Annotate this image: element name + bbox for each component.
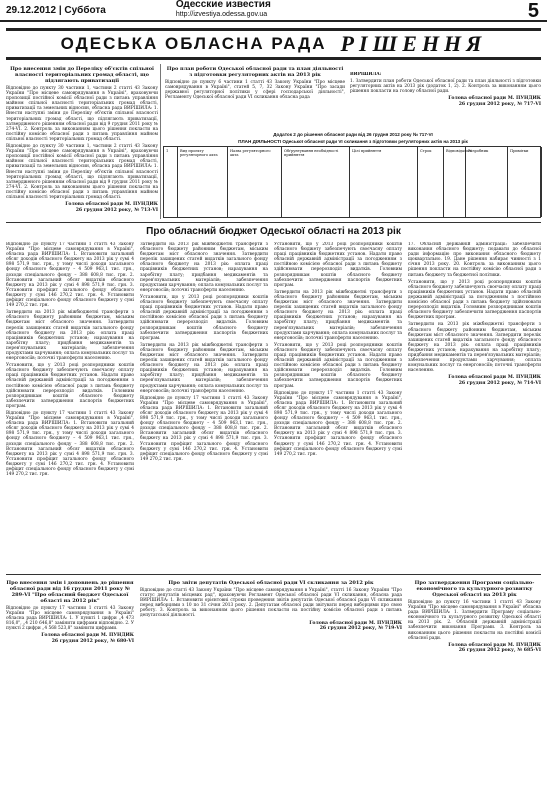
budget-col4-text-c: Затвердити на 2013 рік міжбюджетні трансферти з обласного бюджету районним бюджетам, міським бюджетам міст обласного значення. Затвердити перелік захищених статей видатків загального фонду обласного бюджету на 2013 рік: оплата праці працівників бюджетних установ; нарахування на заробітну плату; придбання медикаментів та перев'язувальних матеріалів; забезпечення продуктами харчування; оплата комунальних послуг та енергоносіїв; поточні трансферти населенню. — [408, 322, 541, 374]
article-plan-decided: ВИРІШИЛА: — [350, 72, 382, 77]
article-budget-2012 — [6, 578, 134, 796]
article-budget-2012-ref: 26 грудня 2012 року, № 680-VI — [51, 639, 134, 645]
article-privatization-signature: Голова обласної ради М. ПУНДИК — [65, 202, 158, 208]
budget-col2-text-d: Відповідно до пункту 17 частини 1 статті 43 Закону України "Про місцеве самоврядування в Україні", обласна рада ВИРІШИЛА: 1. Встановити загальний обсяг доходів обласного бюджету на 2013 рік у сумі 4 898 571,9 тис. грн., у тому числі доходи загального фонду обласного бюджету – 4 509 963,1 тис. грн., доходи спеціального фонду – 388 608,8 тис. грн. 2. Встановити загальний обсяг видатків обласного бюджету на 2013 рік у сумі 4 898 571,9 тис. грн. 3. Установити профіцит загального фонду обласного бюджету у сумі 146 270,2 тис. грн. 4. Установити дефіцит спеціального фонду обласного бюджету у сумі 149 270,2 тис. грн. — [140, 395, 268, 462]
article-plan-body: Відповідно до пункту 6 частини 1 статті 43 Закону України "Про місцеве самоврядування в Україні", статей 5, 7, 32 Закону України "Про засади державної регуляторної політики у сфері господарської діяльності", Регламенту Одеської обласної ради VI скликання обласна рада — [165, 80, 345, 101]
budget-col3-text-b: Затвердити на 2013 рік міжбюджетні трансферти з обласного бюджету районним бюджетам, міським бюджетам міст обласного значення. Затвердити перелік захищених статей видатків загального фонду обласного бюджету на 2013 рік: оплата праці працівників бюджетних установ; нарахування на заробітну плату; придбання медикаментів та перев'язувальних матеріалів; забезпечення продуктами харчування; оплата комунальних послуг та енергоносіїв; поточні трансферти населенню. — [274, 289, 402, 341]
article-deputy-reports-signature: Голова обласної ради М. ПУНДИК — [309, 620, 402, 626]
section-rule — [6, 222, 541, 223]
article-program-2013-signature: Голова обласної ради М. ПУНДИК — [448, 642, 541, 648]
article-budget-2012-title: Про внесення змін і доповнень до рішення обласної ради від 16 грудня 2011 року № 289-VI "Про обласний бюджет Одеської області на 2012 рік" — [6, 580, 134, 604]
section-banner — [6, 28, 541, 60]
banner-decisions: РІШЕННЯ — [340, 31, 487, 56]
table-cell: Відповідальні — [444, 147, 466, 217]
budget-col-1 — [6, 242, 134, 570]
table-cell: Назва регуляторного акта — [228, 147, 282, 217]
annex-label: Додаток 2 до рішення обласної ради від 26 грудня 2012 року № 717-VI — [273, 132, 433, 137]
budget-body: Відповідно до пункту 17 частини 1 статті 43 Закону України "Про місцеве самоврядування в Україні", обласна рада ВИРІШИЛА: 1. Встановити загальний обсяг доходів обласного бюджету на 2013 рік у сумі 4 898 571,9 тис. грн., у тому числі доходи загального фонду обласного бюджету – 4 509 963,1 тис. грн., доходи спеціального фонду – 388 608,8 тис. грн. 2. Встановити загальний обсяг видатків обласного бюджету на 2013 рік у сумі 4 898 571,9 тис. грн. 3. Установити профіцит загального фонду обласного бюджету у сумі 146 270,2 тис. грн. 4. Установити дефіцит спеціального фонду обласного бюджету у сумі 149 270,2 тис. грн. — [6, 242, 134, 309]
budget-title: Про обласний бюджет Одеської області на 2013 рік — [146, 226, 401, 237]
article-deputy-reports — [140, 578, 402, 796]
budget-col-4 — [408, 242, 541, 570]
article-privatization-body: Відповідно до пункту 30 частини 1, частини 2 статті 43 Закону України "Про місцеве самоврядування в Україні", враховуючи пропозиції постійної комісії обласної ради з питань управління майном спільної власності територіальних громад області, приватизації та земельних відносин, обласна рада ВИРІШИЛА: 1. Внести наступні зміни до Переліку об'єктів спільної власності територіальних громад області, що підлягають приватизації, затвердженого рішенням обласної ради від 9 грудня 2011 року № 274-VI. 2. Контроль за виконанням цього рішення покласти на постійну комісію обласної ради з питань управління майном спільної власності територіальних громад області. — [6, 86, 158, 142]
article-plan-title: Про план роботи Одеської обласної ради та план діяльності з підготовки регуляторних актів на 2013 рік — [166, 66, 344, 78]
article-program-2013-body: Відповідно до пункту 16 частини 1 статті 43 Закону України "Про місцеве самоврядування в Україні" обласна рада ВИРІШИЛА: 1. Затвердити Програму соціально-економічного та культурного розвитку Одеської області на 2013 рік. 2. Обласній державній адміністрації забезпечити виконання Програми. 3. Контроль за виконанням цього рішення покласти на постійні комісії обласної ради. — [408, 600, 541, 641]
budget-col2-text-b: Установити, що у 2013 році розпорядники коштів обласного бюджету забезпечують своєчасну оплату праці працівників бюджетних установ. Надати право обласній державній адміністрації за погодженням з постійною комісією обласної ради з питань бюджету здійснювати перерозподіл видатків. Головним розпорядникам коштів обласного бюджету забезпечити затвердження паспортів бюджетних програм. — [140, 294, 268, 341]
article-plan-ref: 26 грудня 2012 року, № 717-VI — [458, 101, 541, 107]
budget-body-cont: Затвердити на 2013 рік міжбюджетні трансферти з обласного бюджету районним бюджетам, міським бюджетам міст обласного значення. Затвердити перелік захищених статей видатків загального фонду обласного бюджету на 2013 рік: оплата праці працівників бюджетних установ; нарахування на заробітну плату; придбання медикаментів та перев'язувальних матеріалів; забезпечення продуктами харчування; оплата комунальних послуг та енергоносіїв; поточні трансферти населенню. — [6, 310, 134, 362]
table-cell: Вид проекту регуляторного акта — [178, 147, 228, 217]
budget-body-cont2: Установити, що у 2013 році розпорядники коштів обласного бюджету забезпечують своєчасну оплату праці працівників бюджетних установ. Надати право обласній державній адміністрації за погодженням з постійною комісією обласної ради з питань бюджету здійснювати перерозподіл видатків. Головним розпорядникам коштів обласного бюджету забезпечити затвердження паспортів бюджетних програм. — [6, 363, 134, 409]
column-divider — [160, 64, 161, 219]
table-cell: Обґрунтування необхідності прийняття — [282, 147, 350, 217]
article-privatization-title: Про внесення змін до Переліку об'єктів спільної власності територіальних громад області, що підлягають приватизації — [10, 66, 154, 84]
article-program-2013-ref: 26 грудня 2012 року, № 685-VI — [458, 648, 541, 654]
article-deputy-reports-ref: 26 грудня 2012 року, № 719-VI — [319, 626, 402, 632]
newspaper-name — [176, 0, 271, 20]
newspaper-url[interactable]: http://izvestiya.odessa.gov.ua — [175, 11, 268, 18]
article-plan-body-col — [165, 64, 345, 130]
annex-title: ПЛАН ДІЯЛЬНОСТІ Одеської обласної ради VI скликання з підготовки регуляторних актів на 2013 рік — [238, 139, 468, 144]
article-deputy-reports-body: Відповідно до статті 43 Закону України "Про місцеве самоврядування в Україні", статті 16 Закону України "Про статус депутатів місцевих рад", враховуючи Регламент Одеської обласної ради VI скликання, обласна рада ВИРІШИЛА: 1. Встановити орієнтовні строки проведення звітів депутатів Одеської обласної ради VI скликання перед виборцями з 10 по 31 січня 2013 року. 2. Депутатам обласної ради звітувати перед виборцями про свою роботу. 3. Контроль за виконанням цього рішення покласти на постійну комісію обласної ради з питань депутатської діяльності. — [140, 588, 402, 619]
article-program-2013-title: Про затвердження Програми соціально-економічного та культурного розвитку Одеської області на 2013 рік — [414, 580, 535, 598]
budget-col-2 — [140, 242, 268, 570]
budget-col2-text-c: Затвердити на 2013 рік міжбюджетні трансферти з обласного бюджету районним бюджетам, міським бюджетам міст обласного значення. Затвердити перелік захищених статей видатків загального фонду обласного бюджету на 2013 рік: оплата праці працівників бюджетних установ; нарахування на заробітну плату; придбання медикаментів та перев'язувальних матеріалів; забезпечення продуктами харчування; оплата комунальних послуг та енергоносіїв; поточні трансферти населенню. — [140, 342, 268, 394]
budget-signature: Голова обласної ради М. ПУНДИК — [448, 375, 541, 381]
table-cell: Строк — [418, 147, 444, 217]
page-number: 5 — [527, 0, 539, 22]
article-privatization-body-cont: Відповідно до пункту 30 частини 1, частини 2 статті 43 Закону України "Про місцеве самоврядування в Україні", враховуючи пропозиції постійної комісії обласної ради з питань управління майном спільної власності територіальних громад області, приватизації та земельних відносин, обласна рада ВИРІШИЛА: 1. Внести наступні зміни до Переліку об'єктів спільної власності територіальних громад області, що підлягають приватизації, затвердженого рішенням обласної ради від 9 грудня 2011 року № 274-VI. 2. Контроль за виконанням цього рішення покласти на постійну комісію обласної ради з питань управління майном спільної власності територіальних громад області. — [6, 144, 158, 200]
budget-col4-text-b: Установити, що у 2013 році розпорядники коштів обласного бюджету забезпечують своєчасну оплату праці працівників бюджетних установ. Надати право обласній державній адміністрації за погодженням з постійною комісією обласної ради з питань бюджету здійснювати перерозподіл видатків. Головним розпорядникам коштів обласного бюджету забезпечити затвердження паспортів бюджетних програм. — [408, 279, 541, 321]
article-privatization-ref: 26 грудня 2012 року, № 713-VI — [75, 207, 158, 213]
budget-col3-text: Установити, що у 2013 році розпорядники коштів обласного бюджету забезпечують своєчасну оплату праці працівників бюджетних установ. Надати право обласній державній адміністрації за погодженням з постійною комісією обласної ради з питань бюджету здійснювати перерозподіл видатків. Головним розпорядникам коштів обласного бюджету забезпечити затвердження паспортів бюджетних програм. — [274, 242, 402, 288]
article-deputy-reports-title: Про звіти депутатів Одеської обласної ради VI скликання за 2012 рік — [168, 580, 374, 586]
article-budget-2012-body: Відповідно до пункту 17 частини 1 статті 43 Закону України "Про місцеве самоврядування в Україні" обласна рада ВИРІШИЛА: 1. У пункті 1 цифри „4 473 816,0", „4 210 646,8" замінити цифрами відповідно. 2. У пункті 2 цифри „4 568 523,8" замінити цифрами. — [6, 606, 134, 632]
budget-ref: 26 грудня 2012 року, № 714-VI — [458, 380, 541, 386]
banner-org: ОДЕСЬКА ОБЛАСНА РАДА — [60, 34, 327, 53]
budget-col3-text-c: Установити, що у 2013 році розпорядники коштів обласного бюджету забезпечують своєчасну оплату праці працівників бюджетних установ. Надати право обласній державній адміністрації за погодженням з постійною комісією обласної ради з питань бюджету здійснювати перерозподіл видатків. Головним розпорядникам коштів обласного бюджету забезпечити затвердження паспортів бюджетних програм. — [274, 342, 402, 389]
article-program-2013 — [408, 578, 541, 796]
budget-col4-text: 17. Обласній державній адміністрації: забезпечити виконання обласного бюджету; подавати до обласної ради інформацію про виконання обласного бюджету щоквартально. 19. Дане рішення набирає чинності з 1 січня 2013 року. 20. Контроль за виконанням цього рішення покласти на постійну комісію обласної ради з питань бюджету та бюджетної політики. — [408, 242, 541, 278]
article-plan-decision-col — [350, 72, 541, 130]
regulatory-plan-table — [163, 146, 541, 218]
table-cell: Примітки — [508, 147, 542, 217]
article-plan-signature: Голова обласної ради М. ПУНДИК — [448, 96, 541, 102]
table-cell: Розробник — [466, 147, 508, 217]
budget-body-cont3: Відповідно до пункту 17 частини 1 статті 43 Закону України "Про місцеве самоврядування в Україні", обласна рада ВИРІШИЛА: 1. Встановити загальний обсяг доходів обласного бюджету на 2013 рік у сумі 4 898 571,9 тис. грн., у тому числі доходи загального фонду обласного бюджету – 4 509 963,1 тис. грн., доходи спеціального фонду – 388 608,8 тис. грн. 2. Встановити загальний обсяг видатків обласного бюджету на 2013 рік у сумі 4 898 571,9 тис. грн. 3. Установити профіцит загального фонду обласного бюджету у сумі 146 270,2 тис. грн. 4. Установити дефіцит спеціального фонду обласного бюджету у сумі 149 270,2 тис. грн. — [6, 411, 134, 478]
budget-col2-text: Затвердити на 2013 рік міжбюджетні трансферти з обласного бюджету районним бюджетам, міським бюджетам міст обласного значення. Затвердити перелік захищених статей видатків загального фонду обласного бюджету на 2013 рік: оплата праці працівників бюджетних установ; нарахування на заробітну плату; придбання медикаментів та перев'язувальних матеріалів; забезпечення продуктами харчування; оплата комунальних послуг та енергоносіїв; поточні трансферти населенню. — [140, 242, 268, 293]
issue-date: 29.12.2012 | Суббота — [6, 4, 106, 16]
table-cell: 1 — [164, 147, 178, 217]
budget-col-3 — [274, 242, 402, 570]
article-budget-2012-signature: Голова обласної ради М. ПУНДИК — [41, 633, 134, 639]
newspaper-title: Одесские известия — [175, 0, 271, 10]
budget-col3-text-d: Відповідно до пункту 17 частини 1 статті 43 Закону України "Про місцеве самоврядування в Україні", обласна рада ВИРІШИЛА: 1. Встановити загальний обсяг доходів обласного бюджету на 2013 рік у сумі 4 898 571,9 тис. грн., у тому числі доходи загального фонду обласного бюджету – 4 509 963,1 тис. грн., доходи спеціального фонду – 388 608,8 тис. грн. 2. Встановити загальний обсяг видатків обласного бюджету на 2013 рік у сумі 4 898 571,9 тис. грн. 3. Установити профіцит загального фонду обласного бюджету у сумі 146 270,2 тис. грн. 4. Установити дефіцит спеціального фонду обласного бюджету у сумі 149 270,2 тис. грн. — [274, 390, 402, 457]
article-plan-items: 1. Затвердити план роботи Одеської обласної ради та план діяльності з підготовки регуляторних актів на 2013 рік (додаток 1, 2). 2. Контроль за виконанням цього рішення покласти на голову обласної ради. — [350, 79, 541, 95]
table-cell: Цілі прийняття — [350, 147, 418, 217]
page-header — [0, 0, 547, 22]
section-rule-bottom — [6, 574, 541, 575]
